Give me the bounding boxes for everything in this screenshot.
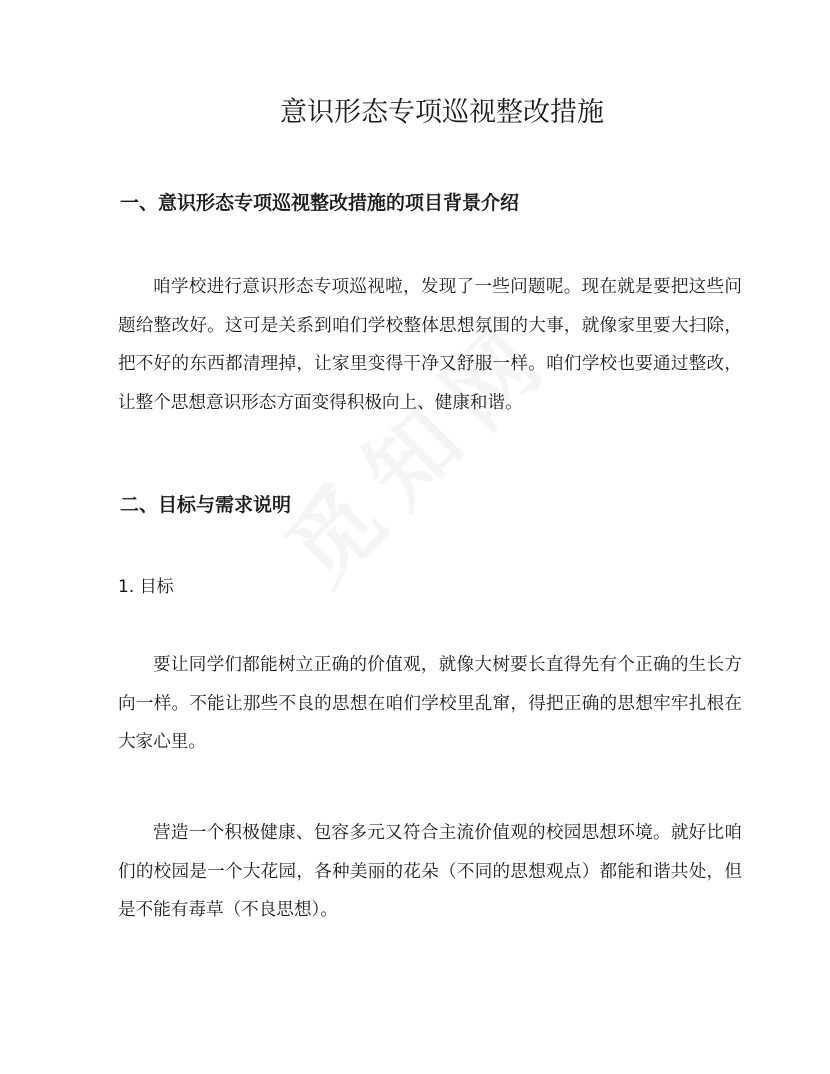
paragraph-line: 咱学校进行意识形态专项巡视啦，发现了一些问题呢。现在就是要把这些问 <box>153 277 742 297</box>
subheading-goal: 1. 目标 <box>118 577 174 597</box>
section-heading-background: 一、意识形态专项巡视整改措施的项目背景介绍 <box>120 192 520 214</box>
paragraph-goal-1 <box>118 646 742 762</box>
paragraph-line: 让整个思想意识形态方面变得积极向上、健康和谐。 <box>118 392 523 413</box>
paragraph-line: 把不好的东西都清理掉，让家里变得干净又舒服一样。咱们学校也要通过整改， <box>118 354 742 374</box>
paragraph-line: 大家心里。 <box>118 732 206 752</box>
paragraph-line: 要让同学们都能树立正确的价值观，就像大树要长直得先有个正确的生长方 <box>153 655 742 675</box>
paragraph-line: 是不能有毒草（不良思想）。 <box>118 900 338 920</box>
paragraph-line: 们的校园是一个大花园，各种美丽的花朵（不同的思想观点）都能和谐共处，但 <box>118 861 742 882</box>
paragraph-goal-2 <box>118 814 742 930</box>
document-title: 意识形态专项巡视整改措施 <box>280 97 604 128</box>
paragraph-line: 题给整改好。这可是关系到咱们学校整体思想氛围的大事，就像家里要大扫除， <box>118 315 742 336</box>
paragraph-background <box>118 268 742 422</box>
paragraph-line: 向一样。不能让那些不良的思想在咱们学校里乱窜，得把正确的思想牢牢扎根在 <box>118 693 742 714</box>
paragraph-line: 营造一个积极健康、包容多元又符合主流价值观的校园思想环境。就好比咱 <box>153 823 742 843</box>
section-heading-goals: 二、目标与需求说明 <box>120 494 292 516</box>
